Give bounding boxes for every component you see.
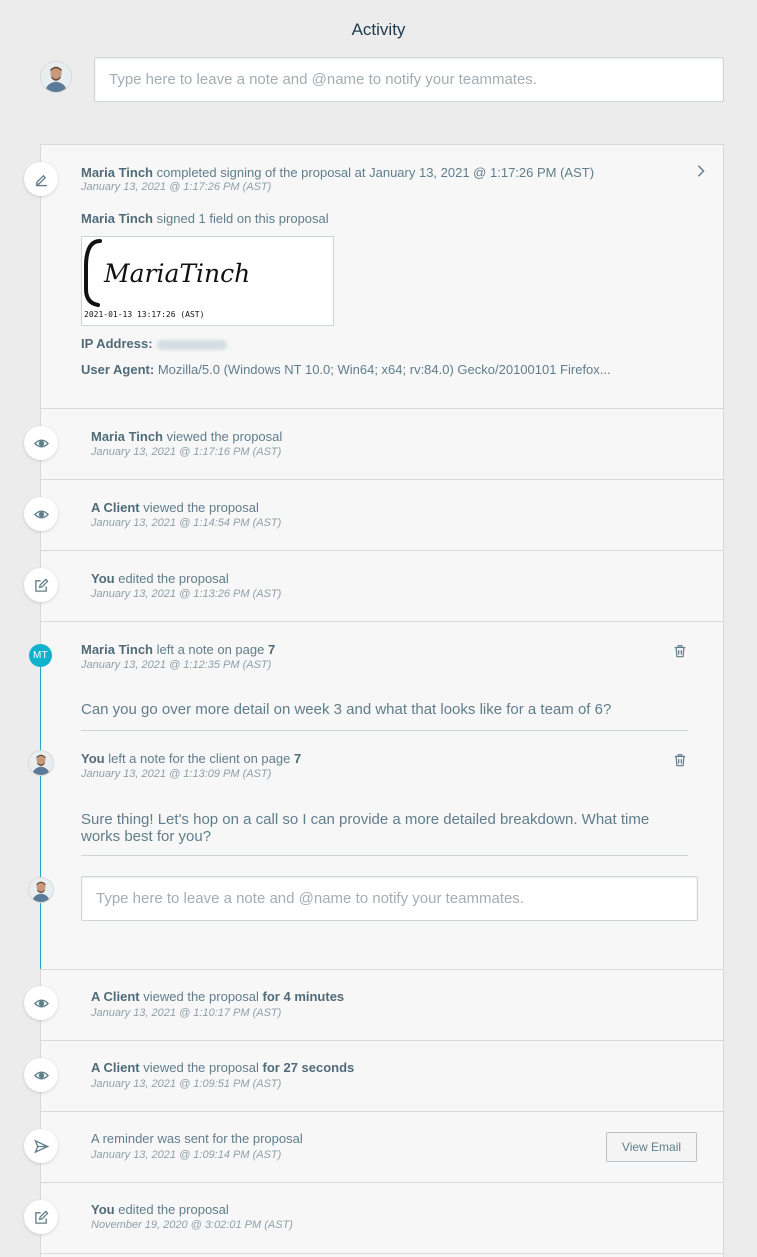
divider — [40, 550, 724, 551]
edit-icon — [34, 1210, 49, 1225]
pen-icon — [34, 172, 49, 187]
note-divider — [81, 855, 688, 856]
eye-icon — [34, 507, 49, 522]
signature-stamp: 2021-01-13 13:17:26 (AST) — [84, 310, 205, 319]
event-title: A Client viewed the proposal for 4 minutes — [91, 989, 345, 1004]
event-title: A Client viewed the proposal for 27 seconds — [91, 1060, 355, 1075]
signature-image — [81, 236, 334, 326]
event-date: November 19, 2020 @ 3:02:01 PM (AST) — [91, 1219, 293, 1231]
signature-name: MariaTinch — [104, 259, 251, 288]
event-date: January 13, 2021 @ 1:13:26 PM (AST) — [91, 588, 282, 600]
user-avatar — [28, 750, 54, 776]
user-agent: User Agent: Mozilla/5.0 (Windows NT 10.0; Win64; x64; rv:84.0) Gecko/20100101 Firefox... — [81, 362, 611, 377]
event-icon-circle — [24, 1200, 58, 1234]
view-email-button[interactable]: View Email — [606, 1132, 697, 1162]
trash-icon — [673, 644, 687, 658]
note-title: You left a note for the client on page 7 — [81, 751, 302, 766]
ip-address: IP Address: — [81, 336, 227, 351]
note-date: January 13, 2021 @ 1:13:09 PM (AST) — [81, 768, 272, 780]
note-input[interactable] — [94, 57, 724, 102]
event-title: A Client viewed the proposal — [91, 500, 259, 515]
initials-avatar: MT — [29, 644, 52, 667]
thread-line — [40, 656, 41, 969]
expand-button[interactable] — [693, 163, 709, 179]
note-title: Maria Tinch left a note on page 7 — [81, 642, 276, 657]
send-icon — [34, 1139, 49, 1154]
divider — [40, 1253, 724, 1254]
event-date: January 13, 2021 @ 1:17:16 PM (AST) — [91, 446, 282, 458]
divider — [40, 621, 724, 622]
event-icon-circle — [24, 497, 58, 531]
delete-note-button[interactable] — [672, 643, 688, 659]
event-icon-circle — [24, 986, 58, 1020]
divider — [40, 408, 724, 409]
event-title: You edited the proposal — [91, 1202, 229, 1217]
divider — [40, 1182, 724, 1183]
divider — [40, 969, 724, 970]
event-title: Maria Tinch completed signing of the proposal at January 13, 2021 @ 1:17:26 PM (AST) — [81, 165, 595, 180]
eye-icon — [34, 436, 49, 451]
note-body: Can you go over more detail on week 3 and what that looks like for a team of 6? — [81, 701, 612, 718]
event-title: You edited the proposal — [91, 571, 229, 586]
user-avatar — [28, 877, 54, 903]
signed-fields-text: Maria Tinch signed 1 field on this proposal — [81, 211, 329, 226]
note-divider — [81, 730, 688, 731]
event-date: January 13, 2021 @ 1:14:54 PM (AST) — [91, 517, 282, 529]
divider — [40, 479, 724, 480]
reply-input[interactable] — [81, 876, 698, 921]
eye-icon — [34, 1068, 49, 1083]
delete-note-button[interactable] — [672, 752, 688, 768]
trash-icon — [673, 753, 687, 767]
divider — [40, 1111, 724, 1112]
user-avatar — [40, 61, 72, 93]
event-date: January 13, 2021 @ 1:10:17 PM (AST) — [91, 1007, 282, 1019]
event-date: January 13, 2021 @ 1:09:51 PM (AST) — [91, 1078, 282, 1090]
page-title: Activity — [351, 20, 406, 39]
event-icon-circle — [24, 568, 58, 602]
chevron-right-icon — [694, 164, 708, 178]
event-title: A reminder was sent for the proposal — [91, 1131, 303, 1146]
event-title: Maria Tinch viewed the proposal — [91, 429, 283, 444]
note-date: January 13, 2021 @ 1:12:35 PM (AST) — [81, 659, 272, 671]
event-date: January 13, 2021 @ 1:09:14 PM (AST) — [91, 1149, 282, 1161]
event-icon-circle — [24, 1129, 58, 1163]
event-date: January 13, 2021 @ 1:17:26 PM (AST) — [81, 181, 272, 193]
event-icon-circle — [24, 162, 58, 196]
note-body: Sure thing! Let's hop on a call so I can provide a more detailed breakdown. What time works best for you? — [81, 811, 650, 845]
ip-address-redacted — [157, 340, 227, 350]
edit-icon — [34, 578, 49, 593]
eye-icon — [34, 996, 49, 1011]
divider — [40, 1040, 724, 1041]
event-icon-circle — [24, 426, 58, 460]
event-icon-circle — [24, 1058, 58, 1092]
